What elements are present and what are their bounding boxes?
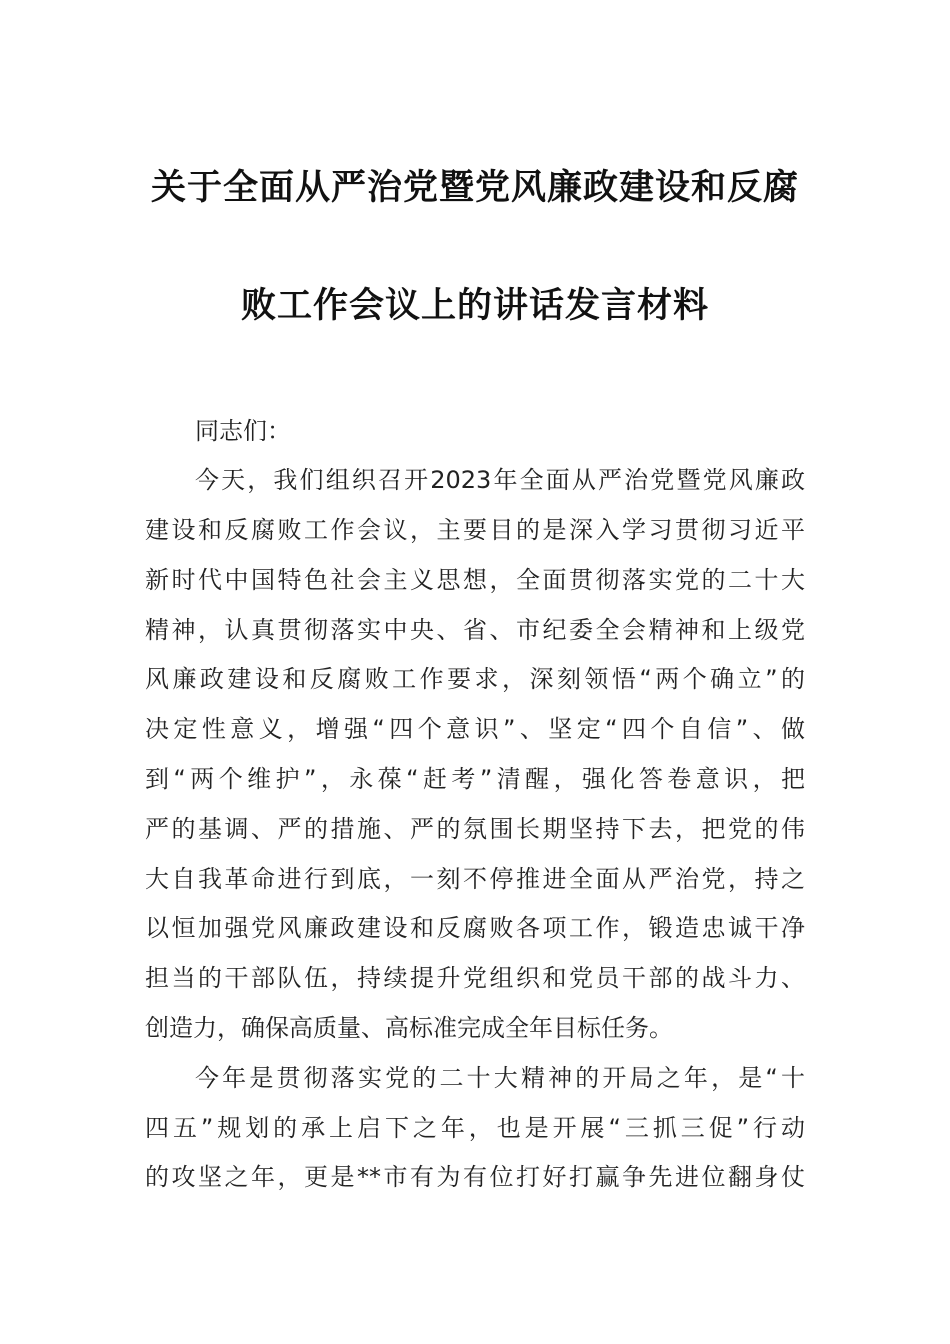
paragraph1-line: 决定性意义，增强“四个意识”、坚定“四个自信”、做 xyxy=(145,715,805,743)
paragraph1-line: 建设和反腐败工作会议，主要目的是深入学习贯彻习近平 xyxy=(145,516,805,544)
salutation: 同志们： xyxy=(195,417,291,445)
paragraph2-line: 四五”规划的承上启下之年，也是开展“三抓三促”行动 xyxy=(145,1114,805,1142)
document-title-line-1: 关于全面从严治党暨党风廉政建设和反腐 xyxy=(150,167,799,208)
paragraph1-line: 风廉政建设和反腐败工作要求，深刻领悟“两个确立”的 xyxy=(145,665,805,693)
paragraph1-line: 大自我革命进行到底，一刻不停推进全面从严治党，持之 xyxy=(145,865,805,893)
document-title-line-2: 败工作会议上的讲话发言材料 xyxy=(240,285,709,326)
paragraph1-line: 担当的干部队伍，持续提升党组织和党员干部的战斗力、 xyxy=(145,964,805,992)
paragraph1-line: 今天，我们组织召开2023年全面从严治党暨党风廉政 xyxy=(195,466,805,494)
paragraph1-line: 精神，认真贯彻落实中央、省、市纪委全会精神和上级党 xyxy=(145,616,805,644)
paragraph1-line: 创造力，确保高质量、高标准完成全年目标任务。 xyxy=(145,1014,673,1042)
paragraph2-line: 今年是贯彻落实党的二十大精神的开局之年，是“十 xyxy=(195,1064,805,1092)
paragraph1-line: 到“两个维护”，永葆“赶考”清醒，强化答卷意识，把 xyxy=(145,765,805,793)
paragraph1-line: 新时代中国特色社会主义思想，全面贯彻落实党的二十大 xyxy=(145,566,805,594)
paragraph1-line: 严的基调、严的措施、严的氛围长期坚持下去，把党的伟 xyxy=(145,815,805,843)
paragraph2-line: 的攻坚之年，更是**市有为有位打好打赢争先进位翻身仗 xyxy=(145,1163,805,1191)
paragraph1-line: 以恒加强党风廉政建设和反腐败各项工作，锻造忠诚干净 xyxy=(145,914,805,942)
